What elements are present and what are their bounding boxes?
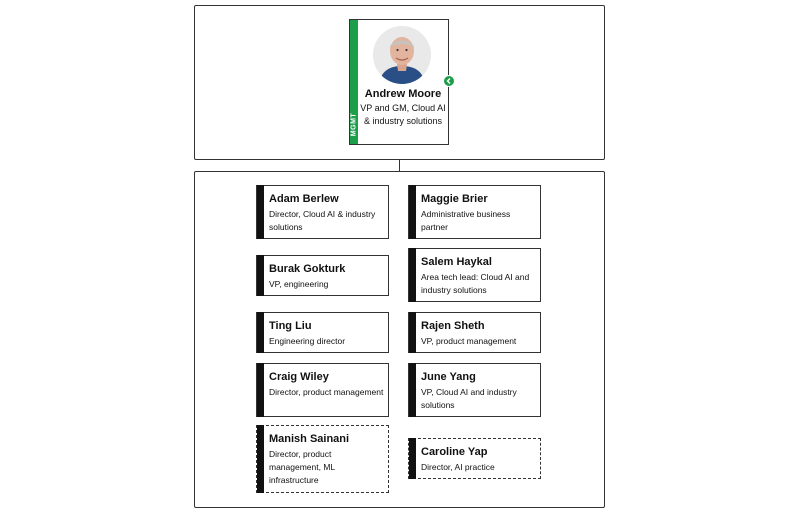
- avatar: [373, 26, 431, 84]
- report-card-adam-berlew[interactable]: [256, 185, 389, 239]
- report-bar: [409, 248, 416, 302]
- report-bar: [257, 363, 264, 417]
- report-bar: [257, 185, 264, 239]
- avatar-photo: [373, 26, 431, 84]
- report-bar: [257, 255, 264, 296]
- report-card-june-yang[interactable]: [408, 363, 541, 417]
- report-bar: [409, 312, 416, 353]
- report-title: Administrative business partner: [421, 209, 511, 232]
- report-name: Caroline Yap: [421, 446, 488, 458]
- lead-title: VP and GM, Cloud AI & industry solutions: [360, 103, 446, 126]
- chevron-left-icon: [445, 77, 453, 85]
- report-card-craig-wiley[interactable]: [256, 363, 389, 417]
- report-title: Director, product management, ML infrastructure: [269, 449, 335, 485]
- report-card-caroline-yap[interactable]: [408, 438, 541, 479]
- lead-card[interactable]: [349, 19, 449, 145]
- report-bar: [257, 425, 264, 493]
- report-title: Director, product management: [269, 387, 384, 397]
- report-title: VP, engineering: [269, 279, 329, 289]
- lead-name: Andrew Moore: [364, 88, 442, 100]
- report-title: VP, Cloud AI and industry solutions: [421, 387, 517, 410]
- report-name: Salem Haykal: [421, 256, 492, 268]
- report-name: Maggie Brier: [421, 193, 488, 205]
- report-card-salem-haykal[interactable]: [408, 248, 541, 302]
- mgmt-strip: [350, 20, 358, 144]
- report-name: Burak Gokturk: [269, 263, 346, 275]
- report-bar: [409, 438, 416, 479]
- report-title: Director, AI practice: [421, 462, 495, 472]
- report-title: Director, Cloud AI & industry solutions: [269, 209, 376, 232]
- report-bar: [409, 185, 416, 239]
- report-title: Area tech lead: Cloud AI and industry solutions: [421, 272, 530, 295]
- report-card-rajen-sheth[interactable]: [408, 312, 541, 353]
- report-card-manish-sainani[interactable]: [256, 425, 389, 493]
- report-card-burak-gokturk[interactable]: [256, 255, 389, 296]
- report-name: Rajen Sheth: [421, 320, 485, 332]
- report-name: Adam Berlew: [269, 193, 339, 205]
- report-name: June Yang: [421, 371, 476, 383]
- report-title: VP, product management: [421, 336, 517, 346]
- report-card-maggie-brier[interactable]: [408, 185, 541, 239]
- report-bar: [257, 312, 264, 353]
- report-name: Manish Sainani: [269, 433, 350, 445]
- hierarchy-connector: [399, 160, 400, 171]
- report-name: Ting Liu: [269, 320, 312, 332]
- report-bar: [409, 363, 416, 417]
- report-name: Craig Wiley: [269, 371, 329, 383]
- report-title: Engineering director: [269, 336, 346, 346]
- mgmt-tag: MGMT: [350, 112, 358, 137]
- report-card-ting-liu[interactable]: [256, 312, 389, 353]
- collapse-button[interactable]: [443, 75, 455, 87]
